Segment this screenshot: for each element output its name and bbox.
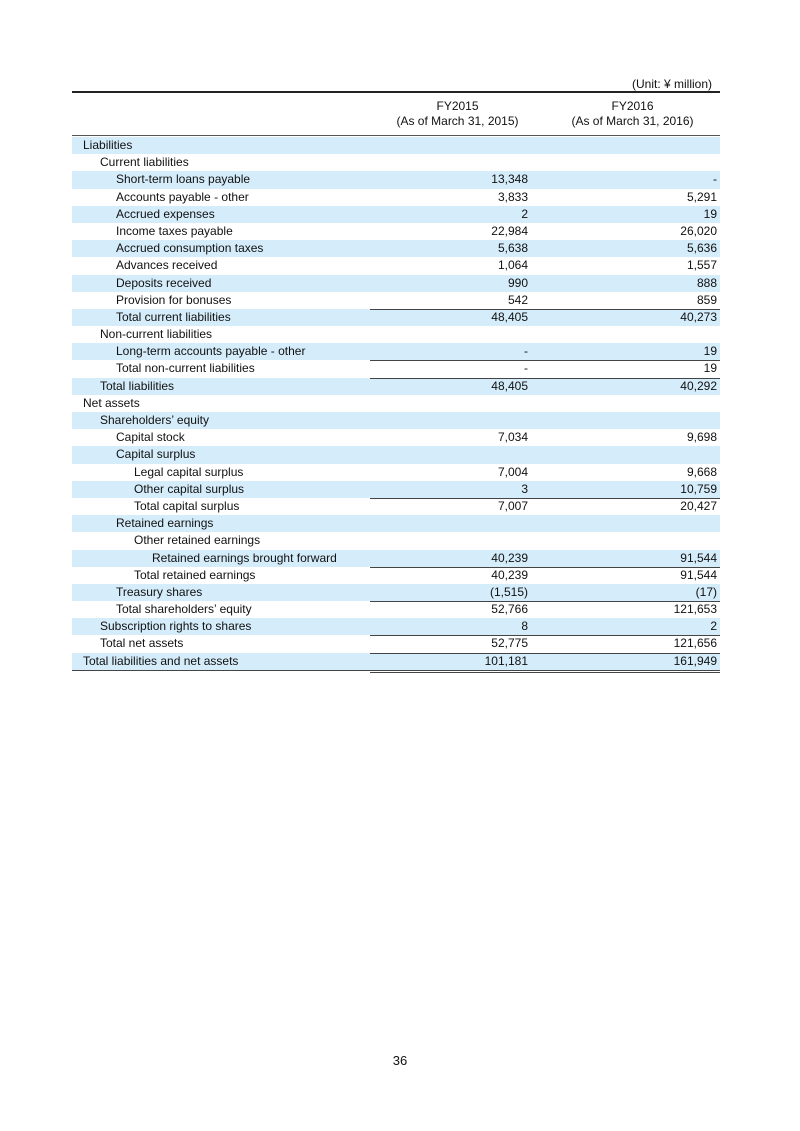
row-label: Current liabilities [100,155,189,170]
value-fy2015: 5,638 [497,241,528,256]
table-row [72,532,720,549]
row-label: Capital stock [116,430,185,445]
value-fy2015: 8 [521,619,528,634]
value-fy2016: 40,292 [680,378,717,393]
row-label: Total liabilities and net assets [83,653,239,668]
table-row [72,653,720,671]
table-row [72,618,720,635]
value-fy2016: 5,636 [686,241,717,256]
row-label: Other capital surplus [134,481,245,496]
table-row [72,601,720,618]
row-label: Other retained earnings [134,533,261,548]
table-row [72,498,720,515]
table-row [72,189,720,206]
row-label: Deposits received [116,275,212,290]
value-fy2015: 2 [521,206,528,221]
value-fy2016: - [713,172,717,187]
value-fy2015: 101,181 [484,653,528,668]
balance-sheet-table [72,137,720,671]
row-label: Total retained earnings [134,567,256,582]
header-rule [72,135,720,136]
row-label: Non-current liabilities [100,327,213,342]
value-fy2015: 40,239 [491,550,528,565]
value-fy2015: 52,775 [491,636,528,651]
row-label: Total non-current liabilities [116,361,255,376]
value-fy2016: 1,557 [686,258,717,273]
table-row [72,309,720,326]
row-label: Net assets [83,395,140,410]
table-row [72,550,720,567]
value-fy2015: 542 [507,292,528,307]
value-fy2016: 91,544 [680,567,717,582]
value-fy2016: 5,291 [686,189,717,204]
value-fy2016: 91,544 [680,550,717,565]
row-label: Total shareholders’ equity [116,602,252,617]
table-row [72,429,720,446]
page-number: 36 [392,1053,408,1068]
table-row [72,137,720,154]
value-fy2016: 9,698 [686,430,717,445]
table-row [72,481,720,498]
table-row [72,326,720,343]
row-label: Capital surplus [116,447,196,462]
row-label: Long-term accounts payable - other [116,344,306,359]
column-header-date: (As of March 31, 2015) [396,114,519,128]
column-header-year: FY2016 [611,99,654,113]
value-fy2015: 7,007 [497,498,528,513]
value-fy2016: 2 [710,619,717,634]
value-fy2015: 990 [507,275,528,290]
value-fy2016: 161,949 [673,653,717,668]
row-label: Total net assets [100,636,184,651]
table-row [72,275,720,292]
value-fy2015: 22,984 [491,223,528,238]
table-row [72,515,720,532]
value-fy2015: 40,239 [491,567,528,582]
top-rule [72,91,720,93]
row-label: Income taxes payable [116,223,233,238]
table-row [72,635,720,652]
row-label: Total capital surplus [134,498,240,513]
value-fy2015: 1,064 [497,258,528,273]
table-row [72,240,720,257]
value-fy2015: 48,405 [491,378,528,393]
table-row [72,395,720,412]
value-fy2015: - [524,344,528,359]
column-header-fy2015 [370,99,545,129]
row-label: Advances received [116,258,218,273]
value-fy2016: 121,653 [673,602,717,617]
value-fy2016: 9,668 [686,464,717,479]
value-fy2015: - [524,361,528,376]
unit-label: (Unit: ¥ million) [631,77,712,91]
table-row [72,223,720,240]
value-fy2016: 20,427 [680,498,717,513]
row-label: Treasury shares [116,584,203,599]
row-label: Short-term loans payable [116,172,251,187]
value-fy2016: 121,656 [673,636,717,651]
table-row [72,360,720,377]
value-fy2016: (17) [695,584,717,599]
row-label: Total current liabilities [116,309,231,324]
row-label: Accrued consumption taxes [116,241,264,256]
value-fy2016: 19 [703,361,717,376]
value-fy2016: 19 [703,206,717,221]
table-row [72,378,720,395]
value-fy2016: 10,759 [680,481,717,496]
table-row [72,446,720,463]
row-label: Subscription rights to shares [100,619,252,634]
table-row [72,567,720,584]
column-header-year: FY2015 [436,99,479,113]
table-row [72,292,720,309]
value-fy2015: 48,405 [491,309,528,324]
value-fy2015: 7,004 [497,464,528,479]
value-fy2015: 3,833 [497,189,528,204]
row-label: Total liabilities [100,378,175,393]
value-fy2015: 52,766 [491,602,528,617]
table-row [72,154,720,171]
row-label: Retained earnings brought forward [152,550,337,565]
row-label: Retained earnings [116,516,214,531]
row-label: Accounts payable - other [116,189,249,204]
value-fy2015: 13,348 [491,172,528,187]
table-row [72,464,720,481]
table-row [72,257,720,274]
row-label: Accrued expenses [116,206,215,221]
value-fy2016: 40,273 [680,309,717,324]
row-label: Liabilities [83,138,133,152]
table-row [72,343,720,360]
value-fy2016: 19 [703,344,717,359]
row-label: Shareholders’ equity [100,413,209,427]
value-fy2016: 888 [696,275,717,290]
column-header-date: (As of March 31, 2016) [571,114,694,128]
table-row [72,171,720,188]
value-fy2015: 3 [521,481,528,496]
table-row [72,412,720,429]
row-label: Legal capital surplus [134,464,244,479]
row-label: Provision for bonuses [116,292,232,307]
column-header-fy2016 [545,99,720,129]
value-fy2015: 7,034 [497,430,528,445]
value-fy2016: 26,020 [680,223,717,238]
value-fy2016: 859 [696,292,717,307]
table-row [72,584,720,601]
value-fy2015: (1,515) [489,584,528,599]
table-row [72,206,720,223]
